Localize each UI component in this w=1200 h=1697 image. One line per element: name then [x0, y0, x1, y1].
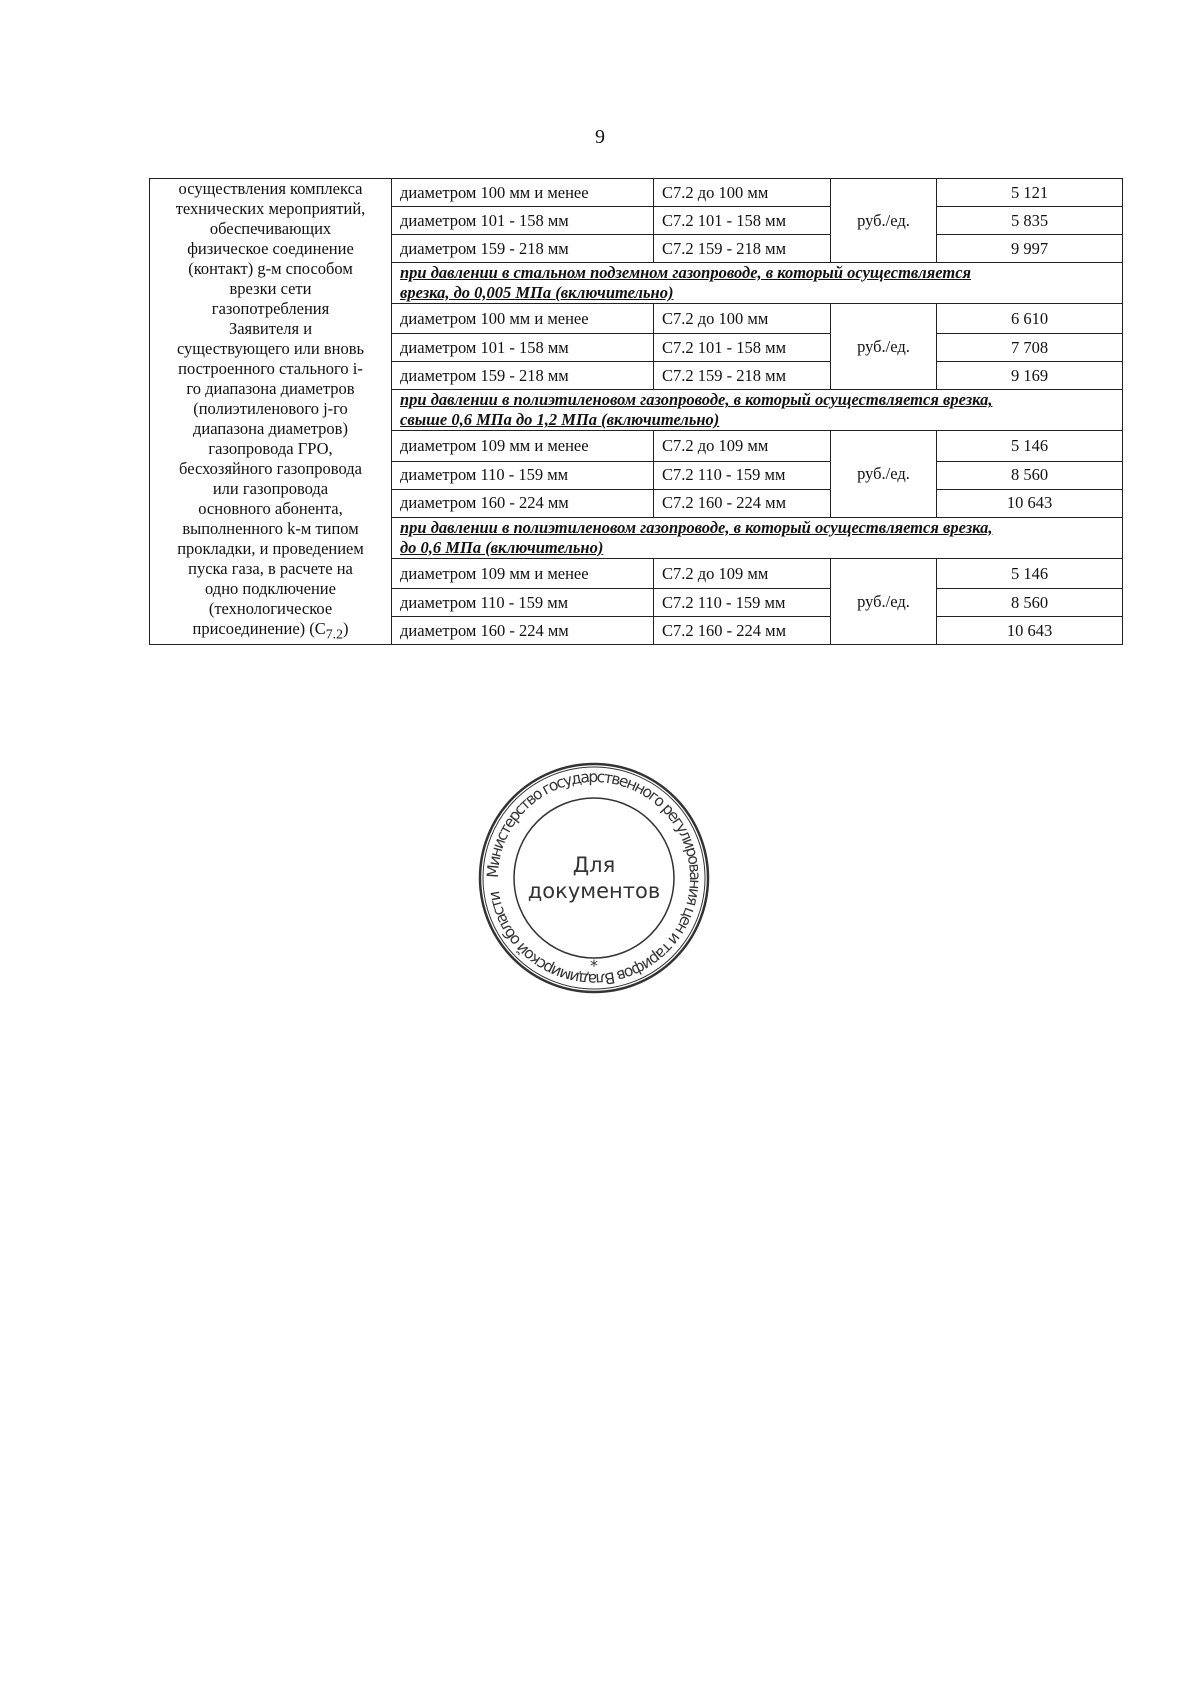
code-cell: С7.2 110 - 159 мм: [654, 589, 831, 617]
value-cell: 10 643: [937, 489, 1123, 517]
description-line: или газопровода: [212, 479, 329, 498]
group-header-line: врезка, до 0,005 МПа (включительно): [400, 283, 674, 302]
description-line: технических мероприятий,: [175, 199, 366, 218]
description-line: прокладки, и проведением: [177, 539, 364, 558]
value-cell: 9 997: [937, 235, 1123, 263]
group-header: [392, 263, 1123, 304]
description-line: существующего или вновь: [176, 339, 365, 358]
diameter-cell: диаметром 110 - 159 мм: [392, 461, 654, 489]
value-cell: 5 835: [937, 207, 1123, 235]
description-line: построенного стального i-: [178, 359, 363, 378]
description-line: газопровода ГРО,: [208, 439, 333, 458]
description-line: физическое соединение: [187, 239, 354, 258]
value-cell: 5 146: [937, 558, 1123, 588]
unit-cell: руб./ед.: [831, 304, 937, 390]
description-subscript: 7.2: [325, 626, 343, 642]
diameter-cell: диаметром 160 - 224 мм: [392, 489, 654, 517]
value-cell: 6 610: [937, 304, 1123, 334]
value-cell: 7 708: [937, 334, 1123, 362]
description-line: выполненного k-м типом: [182, 519, 359, 538]
description-last-line: [158, 619, 383, 644]
code-cell: С7.2 до 109 мм: [654, 558, 831, 588]
stamp-inner-ring: [514, 798, 674, 958]
description-line: диапазона диаметров): [193, 419, 348, 438]
description-line: Заявителя и: [228, 319, 313, 338]
description-line: врезки сети: [229, 279, 312, 298]
group-header-line: при давлении в стальном подземном газопроводе, в который осуществляется: [400, 263, 972, 282]
unit-cell: руб./ед.: [831, 179, 937, 263]
code-cell: С7.2 до 100 мм: [654, 179, 831, 207]
value-cell: 9 169: [937, 362, 1123, 390]
code-cell: С7.2 101 - 158 мм: [654, 334, 831, 362]
code-cell: С7.2 до 100 мм: [654, 304, 831, 334]
diameter-cell: диаметром 159 - 218 мм: [392, 362, 654, 390]
diameter-cell: диаметром 100 мм и менее: [392, 304, 654, 334]
code-cell: С7.2 160 - 224 мм: [654, 617, 831, 645]
value-cell: 8 560: [937, 461, 1123, 489]
stamp-center-line-1: Для: [572, 853, 616, 877]
description-line: пуска газа, в расчете на: [188, 559, 353, 578]
diameter-cell: диаметром 109 мм и менее: [392, 431, 654, 461]
group-header-line: свыше 0,6 МПа до 1,2 МПа (включительно): [400, 410, 720, 430]
tariff-table: [149, 178, 1123, 645]
diameter-cell: диаметром 110 - 159 мм: [392, 589, 654, 617]
value-cell: 8 560: [937, 589, 1123, 617]
diameter-cell: диаметром 101 - 158 мм: [392, 207, 654, 235]
code-cell: С7.2 160 - 224 мм: [654, 489, 831, 517]
description-line: осуществления комплекса: [178, 179, 363, 198]
group-header-line: при давлении в полиэтиленовом газопроводе, в который осуществляется врезка,: [400, 517, 993, 537]
group-header-line: до 0,6 МПа (включительно): [400, 537, 604, 557]
description-line: одно подключение: [205, 579, 336, 598]
value-cell: 5 146: [937, 431, 1123, 461]
description-line: (полиэтиленового j-го: [193, 399, 348, 418]
description-line: газопотребления: [211, 299, 330, 318]
group-header: [392, 517, 1123, 558]
group-header: [392, 390, 1123, 431]
code-cell: С7.2 159 - 218 мм: [654, 235, 831, 263]
description-close: ): [342, 619, 349, 638]
value-cell: 5 121: [937, 179, 1123, 207]
diameter-cell: диаметром 100 мм и менее: [392, 179, 654, 207]
unit-cell: руб./ед.: [831, 431, 937, 517]
code-cell: С7.2 до 109 мм: [654, 431, 831, 461]
page-number: 9: [595, 126, 605, 148]
official-stamp: [476, 760, 712, 996]
diameter-cell: диаметром 109 мм и менее: [392, 558, 654, 588]
tariff-table-body: [150, 179, 1123, 645]
description-line: (контакт) g-м способом: [188, 259, 353, 278]
diameter-cell: диаметром 159 - 218 мм: [392, 235, 654, 263]
description-line: обеспечивающих: [209, 219, 332, 238]
diameter-cell: диаметром 101 - 158 мм: [392, 334, 654, 362]
description-last-text: присоединение) (С: [192, 619, 326, 638]
stamp-ring-textpath: Министерство государственного регулирования цен и тарифов Владимирской области: [483, 767, 705, 989]
description-line: бесхозяйного газопровода: [179, 459, 362, 478]
table-row: [150, 179, 1123, 207]
stamp-star: *: [590, 956, 598, 975]
code-cell: С7.2 159 - 218 мм: [654, 362, 831, 390]
diameter-cell: диаметром 160 - 224 мм: [392, 617, 654, 645]
code-cell: С7.2 110 - 159 мм: [654, 461, 831, 489]
stamp-center-line-2: документов: [527, 879, 661, 903]
unit-cell: руб./ед.: [831, 558, 937, 644]
group-header-line: при давлении в полиэтиленовом газопроводе, в который осуществляется врезка,: [400, 390, 993, 410]
value-cell: 10 643: [937, 617, 1123, 645]
description-line: го диапазона диаметров: [186, 379, 355, 398]
code-cell: С7.2 101 - 158 мм: [654, 207, 831, 235]
description-cell: [150, 179, 392, 645]
description-line: (технологическое: [208, 599, 333, 618]
description-line: основного абонента,: [198, 499, 343, 518]
